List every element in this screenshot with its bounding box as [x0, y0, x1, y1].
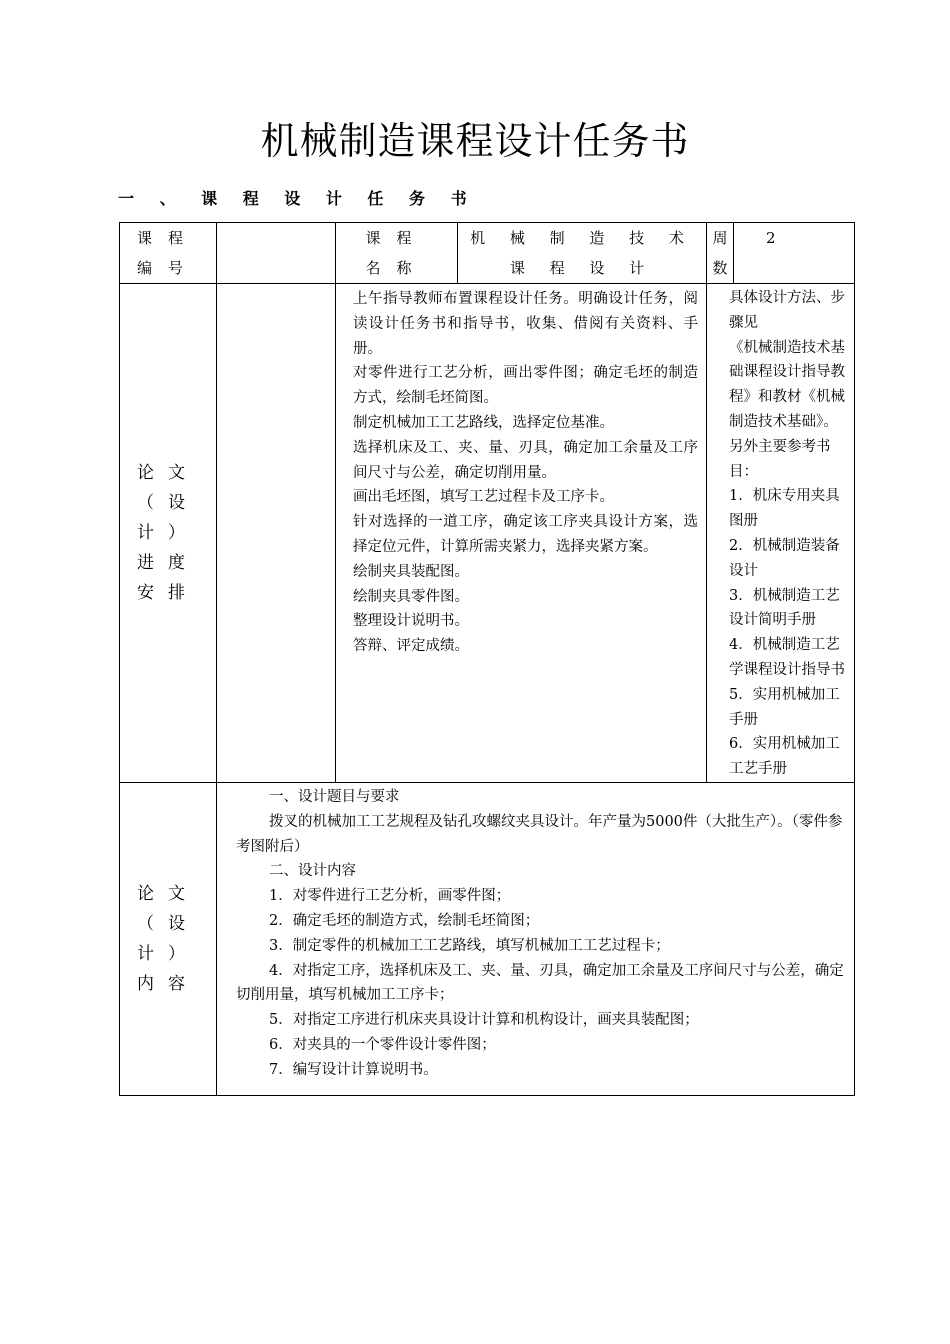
- design-content: [217, 782, 855, 1095]
- task-item: 绘制夹具装配图。: [353, 563, 469, 580]
- reference-item: 《机械制造技术基础课程设计指导教程》和教材《机械制造技术基础》。: [729, 339, 845, 430]
- task-item: 上午指导教师布置课程设计任务。明确设计任务，阅读设计任务书和指导书，收集、借阅有关资料、手册。: [353, 291, 698, 357]
- course-name-label: 课程 名称: [336, 223, 458, 284]
- content-item: 6．对夹具的一个零件设计零件图；: [269, 1036, 496, 1053]
- content-row: [120, 782, 855, 1095]
- weeks-label: 周 数: [707, 223, 734, 284]
- reference-item: 另外主要参考书目：: [729, 438, 831, 480]
- reference-item: 3．机械制造工艺设计简明手册: [729, 587, 840, 629]
- schedule-references: [707, 284, 855, 783]
- course-name-value: 机 械 制 造 技 术 课 程 设 计: [458, 223, 707, 284]
- reference-item: 1．机床专用夹具图册: [729, 488, 840, 530]
- header-row: [120, 223, 855, 284]
- content-heading: 二、设计内容: [269, 863, 356, 880]
- reference-item: 5．实用机械加工手册: [729, 686, 840, 728]
- section-heading: 一 、 课 程 设 计 任 务 书: [118, 189, 477, 208]
- content-item: 5．对指定工序进行机床夹具设计计算和机构设计，画夹具装配图；: [269, 1012, 699, 1029]
- task-item: 对零件进行工艺分析，画出零件图；确定毛坯的制造方式，绘制毛坯简图。: [353, 365, 698, 407]
- document-title: 机械制造课程设计任务书: [260, 119, 690, 163]
- task-item: 整理设计说明书。: [353, 613, 469, 630]
- schedule-date-column: [217, 284, 336, 783]
- schedule-label: 论文 （设 计） 进度 安排: [120, 284, 217, 783]
- content-label: 论文 （设 计） 内容: [120, 782, 217, 1095]
- content-item: 2．确定毛坯的制造方式，绘制毛坯简图；: [269, 912, 540, 929]
- reference-item: 2．机械制造装备设计: [729, 537, 840, 579]
- reference-item: 4．机械制造工艺学课程设计指导书: [729, 637, 845, 678]
- task-item: 针对选择的一道工序，确定该工序夹具设计方案，选择定位元件，计算所需夹紧力，选择夹紧方案。: [353, 514, 698, 555]
- course-code-value: [217, 223, 336, 284]
- content-item: 3．制定零件的机械加工工艺路线，填写机械加工工艺过程卡；: [269, 937, 670, 954]
- content-item: 4．对指定工序，选择机床及工、夹、量、刃具，确定加工余量及工序间尺寸与公差，确定切削用量，填写机械加工工序卡；: [236, 962, 844, 1004]
- task-item: 画出毛坯图，填写工艺过程卡及工序卡。: [353, 489, 614, 506]
- course-code-label: 课程 编号: [120, 223, 217, 284]
- content-item: 1．对零件进行工艺分析，画零件图；: [269, 888, 511, 905]
- design-topic: 拨叉的机械加工工艺规程及钻孔攻螺纹夹具设计。年产量为5000件（大批生产）。（零件参考图附后）: [236, 813, 843, 855]
- task-item: 选择机床及工、夹、量、刃具，确定加工余量及工序间尺寸与公差，确定切削用量。: [353, 439, 698, 481]
- task-item: 答辩、评定成绩。: [353, 638, 469, 655]
- reference-item: 6．实用机械加工工艺手册: [729, 736, 840, 778]
- task-table: [119, 222, 855, 1096]
- reference-item: 具体设计方法、步骤见: [729, 290, 845, 331]
- schedule-row: [120, 284, 855, 783]
- weeks-value: 2: [734, 223, 855, 284]
- task-item: 制定机械加工工艺路线，选择定位基准。: [353, 414, 614, 431]
- schedule-tasks: [336, 284, 707, 783]
- content-heading: 一、设计题目与要求: [269, 788, 400, 805]
- content-item: 7．编写设计计算说明书。: [269, 1061, 438, 1078]
- task-item: 绘制夹具零件图。: [353, 588, 469, 605]
